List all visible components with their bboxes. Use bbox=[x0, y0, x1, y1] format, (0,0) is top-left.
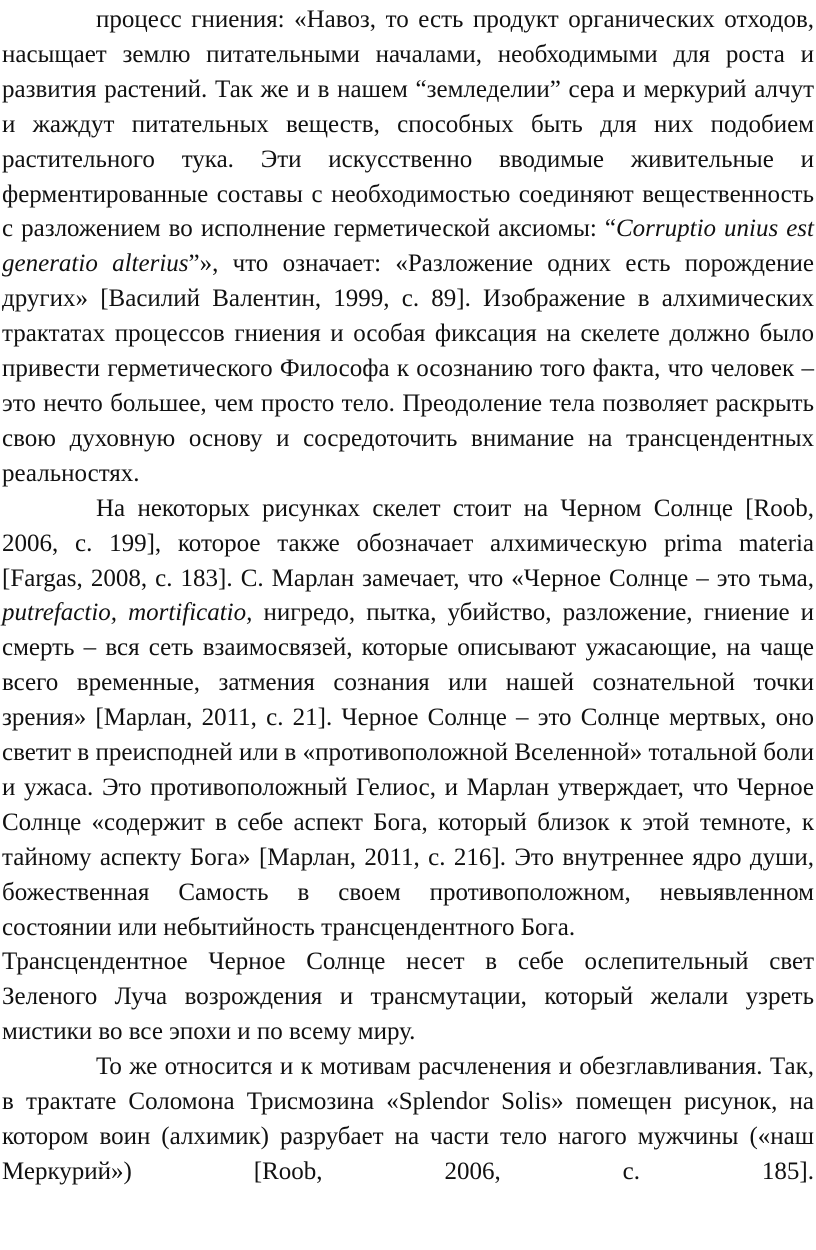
text-segment: То же относится и к мотивам расчленения и обезглавливания. Так, в трактате Соломона Трисмозина «Splendor Solis» помещен рисунок, на котором воин (алхимик) разрубает на части тело нагого мужчины («наш Меркурий») [Roob, 2006, с. 185]. bbox=[2, 1053, 814, 1185]
paragraph-green-ray bbox=[2, 945, 814, 1050]
text-segment: процесс гниения: «Навоз, то есть продукт органических отходов, насыщает землю питательными началами, необходимыми для роста и развития растений. Так же и в нашем “земледелии” сера и меркурий алчут и жаждут питательных веществ, способных быть для них подобием растительного тука. Эти искусственно вводимые живительные и ферментированные составы с необходимостью соединяют вещественность с разложением во исполнение герметической аксиомы: “ bbox=[2, 6, 814, 243]
latin-quote: Corruptio unius est generatio alterius bbox=[2, 215, 814, 278]
text-segment: ”», что означает: «Разложение одних есть порождение других» [Василий Валентин, 1999, с. 89]. Изображение в алхимических трактатах процессов гниения и особая фиксация на скелете должно было привести герметического Философа к осознанию того факта, что человек – это нечто большее, чем просто тело. Преодоление тела позволяет раскрыть свою духовную основу и сосредоточить внимание на трансцендентных реальностях. bbox=[2, 250, 814, 487]
paragraph-dismemberment bbox=[2, 1050, 814, 1190]
paragraph-putrefaction bbox=[2, 3, 814, 492]
latin-terms: putrefactio, mortificatio, bbox=[2, 599, 253, 627]
text-segment: нигредо, пытка, убийство, разложение, гниение и смерть – вся сеть взаимосвязей, которые описывают ужасающие, на чаще всего временные, затмения сознания или нашей сознательной точки зрения» [Марлан, 2011, с. 21]. Черное Солнце – это Солнце мертвых, оно светит в преисподней или в «противоположной Вселенной» тотальной боли и ужаса. Это противоположный Гелиос, и Марлан утверждает, что Черное Солнце «содержит в себе аспект Бога, который близок к этой темноте, к тайному аспекту Бога» [Марлан, 2011, с. 216]. Это внутреннее ядро души, божественная Самость в своем противоположном, невыявленном состоянии или небытийность трансцендентного Бога. bbox=[2, 599, 814, 941]
text-segment: На некоторых рисунках скелет стоит на Черном Солнце [Roob, 2006, с. 199], которое также обозначает алхимическую prima materia [Fargas, 2008, с. 183]. С. Марлан замечает, что «Черное Солнце – это тьма, bbox=[2, 494, 814, 592]
text-segment: Трансцендентное Черное Солнце несет в себе ослепительный свет Зеленого Луча возрождения и трансмутации, который желали узреть мистики во все эпохи и по всему миру. bbox=[2, 948, 814, 1046]
paragraph-black-sun bbox=[2, 492, 814, 946]
